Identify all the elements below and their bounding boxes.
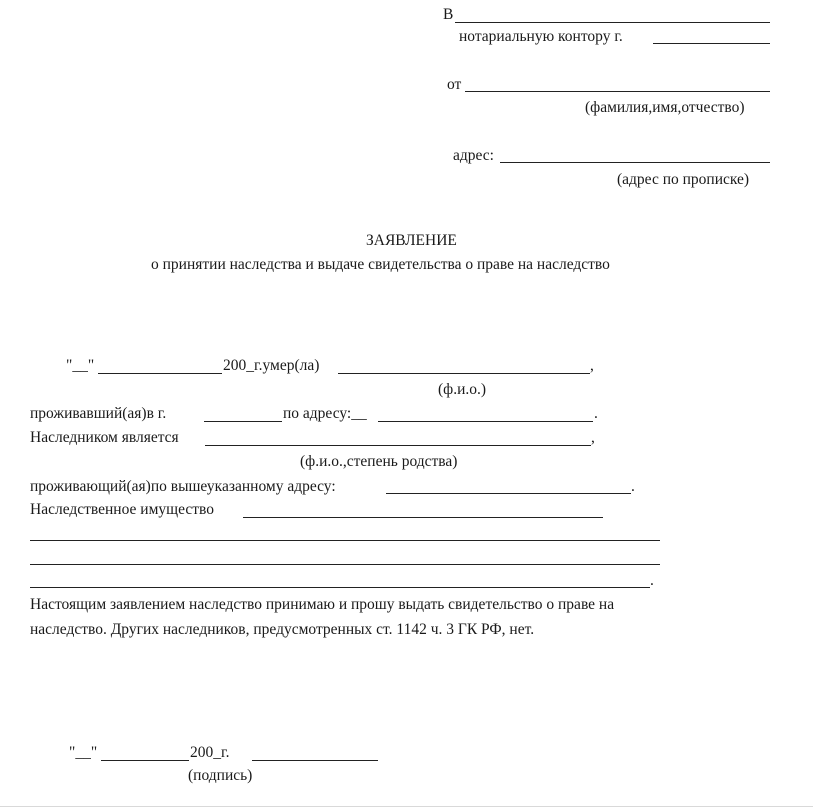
property-line-2: [30, 540, 660, 541]
footer-year: 200_г.: [190, 744, 230, 761]
address-label: адрес:: [453, 147, 494, 164]
comma: ,: [591, 429, 595, 446]
document-title: ЗАЯВЛЕНИЕ: [366, 232, 457, 249]
statement-line-1: Настоящим заявлением наследство принимаю и прошу выдать свидетельство о праве на: [30, 596, 615, 613]
notary-label: нотариальную контору г.: [459, 28, 623, 45]
statement-line-2: наследство. Других наследников, предусмотренных ст. 1142 ч. 3 ГК РФ, нет.: [30, 621, 535, 638]
residing-address-line: [386, 493, 631, 494]
residing-label: проживающий(ая)по вышеуказанному адресу:: [30, 478, 336, 495]
heir-hint: (ф.и.о.,степень родства): [300, 453, 458, 470]
death-date-line: [98, 373, 222, 374]
page-bottom-border: [0, 806, 813, 807]
fio-hint: (ф.и.о.): [438, 381, 487, 398]
date-quote: "__": [66, 357, 95, 374]
period: .: [631, 478, 635, 495]
footer-date-quote: "__": [69, 744, 98, 761]
property-line-3: [30, 564, 660, 565]
comma: ,: [590, 357, 594, 374]
period: .: [650, 572, 654, 589]
year-died-label: 200_г.умер(ла): [223, 357, 320, 374]
property-line-4: [30, 587, 650, 588]
lived-address-line: [378, 421, 593, 422]
address-hint: (адрес по прописке): [617, 171, 750, 188]
name-hint: (фамилия,имя,отчество): [585, 99, 745, 116]
deceased-name-line: [338, 373, 590, 374]
signature-line: [252, 760, 378, 761]
footer-date-line: [101, 760, 189, 761]
document-subtitle: о принятии наследства и выдаче свидетельства о праве на наследство: [151, 256, 610, 273]
property-line-1: [243, 517, 603, 518]
from-prefix: от: [447, 76, 462, 93]
applicant-name-line: [465, 91, 770, 92]
at-address-label: по адресу:__: [283, 405, 367, 422]
notary-city-line: [653, 43, 770, 44]
signature-hint: (подпись): [188, 767, 253, 784]
lived-label: проживавший(ая)в г.: [30, 405, 167, 422]
period: .: [594, 405, 598, 422]
lived-city-line: [204, 421, 282, 422]
recipient-line: [455, 22, 770, 23]
heir-name-line: [205, 445, 591, 446]
address-line: [500, 162, 770, 163]
property-label: Наследственное имущество: [30, 501, 214, 518]
to-prefix: В: [443, 6, 454, 23]
heir-label: Наследником является: [30, 429, 179, 446]
